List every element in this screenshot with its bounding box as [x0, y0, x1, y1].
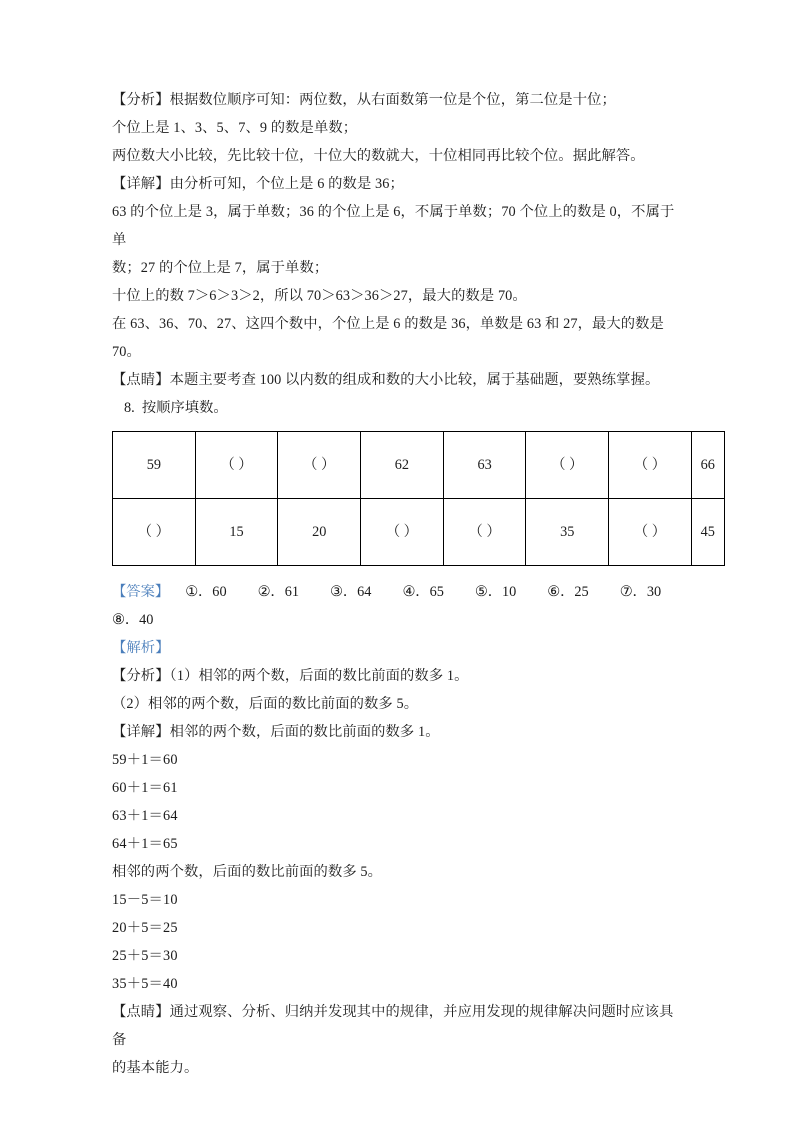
table-cell[interactable]: 66: [691, 432, 724, 499]
equation-line: 59＋1＝60: [112, 752, 178, 768]
detail-line: 在 63、36、70、27、这四个数中，个位上是 6 的数是 36，单数是 63 和 27，最大的数是 70。: [112, 316, 668, 360]
table-row: [113, 499, 725, 566]
answer-item: ②．61: [257, 584, 300, 600]
table-cell[interactable]: 63: [443, 432, 526, 499]
equation-line: 20＋5＝25: [112, 920, 178, 936]
table-cell[interactable]: （ ）: [609, 432, 692, 499]
explanation-label: 【解析】: [112, 640, 170, 656]
detail-line: 63 的个位上是 3，属于单数；36 的个位上是 6，不属于单数；70 个位上的数是 0，不属于单: [112, 204, 675, 248]
table-cell[interactable]: 45: [691, 499, 724, 566]
summary-line: 的基本能力。: [112, 1060, 199, 1076]
equation-line: 63＋1＝64: [112, 808, 178, 824]
question-text: 按顺序填数。: [141, 400, 228, 416]
answer-item: ⑥．25: [547, 584, 589, 600]
answer-item: ⑧．40: [112, 612, 154, 628]
equation-line: 15－5＝10: [112, 892, 178, 908]
answer-item: ⑤．10: [474, 584, 517, 600]
question-heading: [112, 394, 684, 422]
analysis-line: 两位数大小比较，先比较十位，十位大的数就大，十位相同再比较个位。据此解答。: [112, 148, 645, 164]
equation-line: 64＋1＝65: [112, 836, 178, 852]
answer-item: ④．65: [402, 584, 444, 600]
table-cell[interactable]: 15: [195, 499, 278, 566]
table-cell[interactable]: （ ）: [443, 499, 526, 566]
summary-line: 【点睛】通过观察、分析、归纳并发现其中的规律，并应用发现的规律解决问题时应该具备: [112, 1004, 674, 1048]
answer-item: ⑦．30: [619, 584, 662, 600]
table-cell[interactable]: 62: [361, 432, 444, 499]
equation-line: 35＋5＝40: [112, 976, 178, 992]
analysis-line: 【分析】根据数位顺序可知：两位数，从右面数第一位是个位，第二位是十位；: [112, 92, 616, 108]
table-cell[interactable]: （ ）: [278, 432, 361, 499]
explanation-line: （2）相邻的两个数，后面的数比前面的数多 5。: [112, 696, 419, 712]
summary-line: 【点睛】本题主要考查 100 以内数的组成和数的大小比较，属于基础题，要熟练掌握。: [112, 372, 660, 388]
explanation-line: 【分析】（1）相邻的两个数，后面的数比前面的数多 1。: [112, 668, 469, 684]
table-cell[interactable]: （ ）: [361, 499, 444, 566]
document-page: [112, 86, 715, 1082]
table-row: [113, 432, 725, 499]
analysis-line: 个位上是 1、3、5、7、9 的数是单数；: [112, 120, 358, 136]
equation-line: 25＋5＝30: [112, 948, 178, 964]
answer-row: [112, 578, 684, 606]
table-cell[interactable]: 35: [526, 499, 609, 566]
question-number: 8.: [124, 400, 135, 416]
answer-item: ①．60: [185, 584, 227, 600]
answer-label: 【答案】: [112, 584, 170, 600]
equation-line: 60＋1＝61: [112, 780, 178, 796]
table-cell[interactable]: （ ）: [526, 432, 609, 499]
detail-line: 十位上的数 7＞6＞3＞2，所以 70＞63＞36＞27，最大的数是 70。: [112, 288, 527, 304]
table-cell[interactable]: （ ）: [609, 499, 692, 566]
table-cell[interactable]: （ ）: [195, 432, 278, 499]
table-cell[interactable]: 20: [278, 499, 361, 566]
detail-line: 【详解】由分析可知，个位上是 6 的数是 36；: [112, 176, 404, 192]
detail-line: 数；27 的个位上是 7，属于单数；: [112, 260, 329, 276]
explanation-line: 【详解】相邻的两个数，后面的数比前面的数多 1。: [112, 724, 440, 740]
explanation-line: 相邻的两个数，后面的数比前面的数多 5。: [112, 864, 383, 880]
number-sequence-table: [112, 431, 725, 566]
table-cell[interactable]: 59: [113, 432, 196, 499]
answer-item: ③．64: [330, 584, 372, 600]
table-cell[interactable]: （ ）: [113, 499, 196, 566]
